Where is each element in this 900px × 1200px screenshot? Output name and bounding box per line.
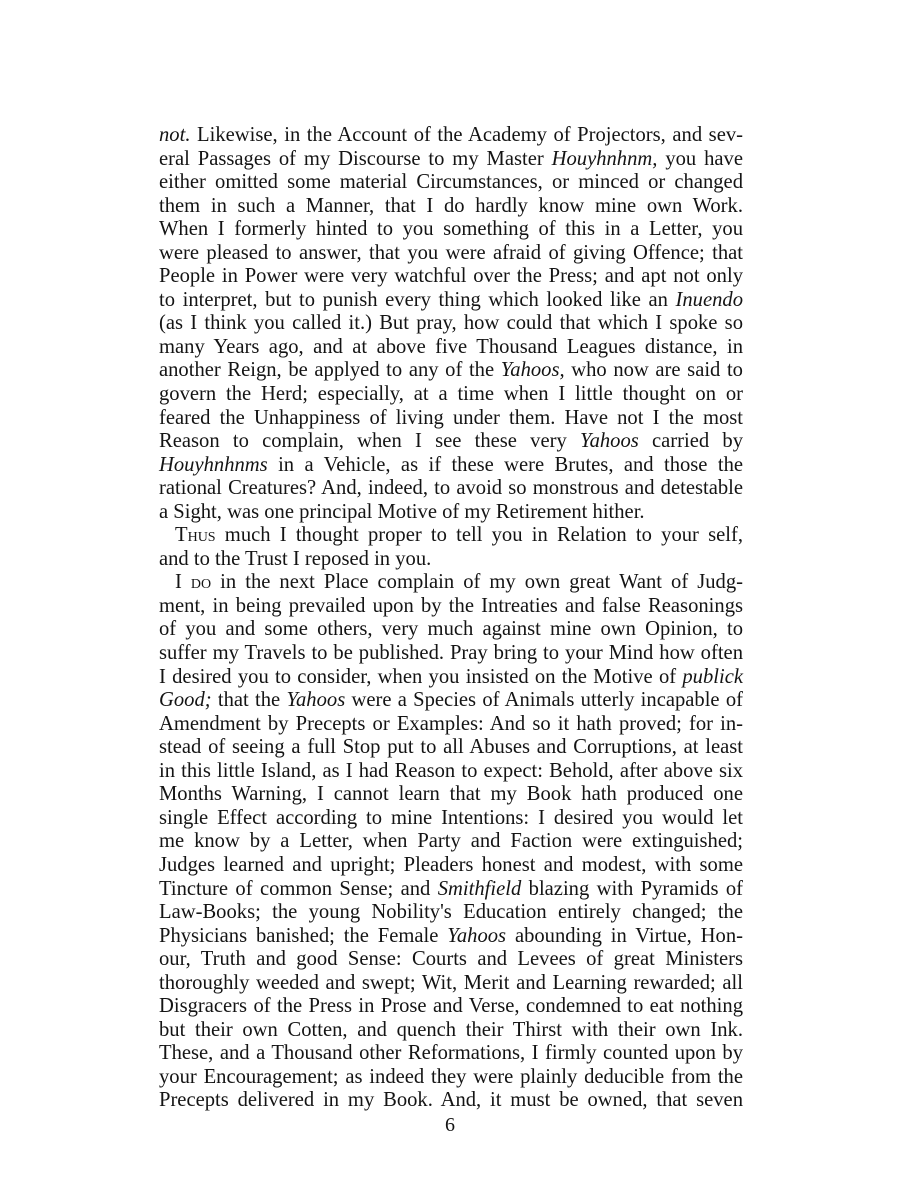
text-segment: When I formerly hinted to you something of this in a Letter, you (159, 218, 743, 241)
text-segment: in a Vehicle, as if these were Brutes, and those the (267, 453, 743, 476)
text-segment: Judges learned and upright; Pleaders honest and modest, with some (159, 853, 743, 876)
text-line (159, 807, 743, 831)
italic-text: not. (159, 124, 191, 146)
text-segment: rational Creatures? And, indeed, to avoid so monstrous and detestable (159, 477, 743, 500)
text-segment: Amendment by Precepts or Examples: And so it hath proved; for in- (159, 712, 743, 735)
text-line (159, 760, 743, 784)
text-line (159, 454, 743, 478)
text-segment: in the next Place complain of my own great Want of Judg- (211, 571, 743, 594)
text-segment: me know by a Letter, when Party and Faction were extinguished; (159, 830, 743, 853)
text-segment: Physicians banished; the Female (159, 924, 448, 947)
text-segment: I desired you to consider, when you insisted on the Motive of (159, 665, 683, 688)
text-segment: suffer my Travels to be published. Pray bring to your Mind how often (159, 642, 743, 665)
text-segment: Precepts delivered in my Book. And, it must be owned, that seven (159, 1089, 743, 1112)
text-segment: abounding in Virtue, Hon- (506, 924, 743, 947)
text-line (159, 948, 743, 972)
text-segment: single Effect according to mine Intentions: I desired you would let (159, 806, 743, 829)
text-line (159, 595, 743, 619)
text-line (159, 830, 743, 854)
text-segment: (as I think you called it.) But pray, how could that which I spoke so (159, 312, 743, 335)
text-segment: and to the Trust I reposed in you. (159, 547, 432, 570)
text-segment: Tincture of common Sense; and (159, 877, 438, 900)
text-segment: either omitted some material Circumstances, or minced or changed (159, 171, 743, 194)
italic-text: Good; (159, 689, 212, 712)
text-segment: many Years ago, and at above five Thousand Leagues distance, in (159, 335, 743, 358)
text-line (159, 1066, 743, 1090)
text-line (159, 359, 743, 383)
text-line (159, 1019, 743, 1043)
text-segment: eral Passages of my Discourse to my Master (159, 147, 552, 170)
text-line (159, 336, 743, 360)
text-segment: Likewise, in the Account of the Academy of Projectors, and sev- (190, 124, 743, 146)
italic-text: Yahoos, (500, 359, 565, 382)
text-segment: were pleased to answer, that you were afraid of giving Offence; that (159, 241, 743, 264)
text-line (159, 854, 743, 878)
italic-text: Yahoos (447, 924, 507, 947)
text-segment: ment, in being prevailed upon by the Intreaties and false Reasonings (159, 594, 743, 617)
text-segment: I (175, 571, 191, 594)
text-line (159, 642, 743, 666)
text-line (159, 383, 743, 407)
text-segment: but their own Cotten, and quench their Thirst with their own Ink. (159, 1018, 743, 1041)
text-segment: Law-Books; the young Nobility's Education entirely changed; the (159, 901, 743, 924)
text-line (159, 242, 743, 266)
text-line (159, 312, 743, 336)
text-line (159, 618, 743, 642)
text-line (159, 925, 743, 949)
text-line (159, 289, 743, 313)
text-segment: in this little Island, as I had Reason to expect: Behold, after above six (159, 759, 743, 782)
text-line (159, 878, 743, 902)
text-segment: stead of seeing a full Stop put to all Abuses and Corruptions, at least (159, 736, 743, 759)
text-segment: you have (657, 147, 743, 170)
text-line (159, 995, 743, 1019)
text-line (159, 548, 743, 572)
text-line (159, 265, 743, 289)
text-segment: Months Warning, I cannot learn that my Book hath produced one (159, 783, 743, 806)
text-line (159, 195, 743, 219)
text-segment: our, Truth and good Sense: Courts and Levees of great Ministers (159, 948, 743, 971)
text-line (159, 501, 743, 525)
page-text-block (159, 124, 743, 1113)
text-line (159, 171, 743, 195)
text-segment: govern the Herd; especially, at a time when I little thought on or (159, 383, 743, 406)
text-segment: another Reign, be applyed to any of the (159, 359, 501, 382)
text-line (159, 477, 743, 501)
text-line (159, 407, 743, 431)
text-segment: your Encouragement; as indeed they were plainly deducible from the (159, 1065, 743, 1088)
italic-text: Houyhnhnm, (551, 147, 658, 170)
text-line (159, 901, 743, 925)
text-segment: carried by (638, 430, 744, 453)
text-line (159, 736, 743, 760)
text-line (159, 218, 743, 242)
text-segment: Reason to complain, when I see these very (159, 430, 581, 453)
small-caps-text: Thus (175, 524, 216, 547)
text-line (159, 148, 743, 172)
text-segment: that the (211, 689, 287, 712)
text-segment: were a Species of Animals utterly incapable of (345, 689, 743, 712)
text-segment: of you and some others, very much against mine own Opinion, to (159, 618, 743, 641)
text-line (159, 1089, 743, 1113)
italic-text: Yahoos (580, 430, 639, 453)
italic-text: Inuendo (675, 288, 743, 311)
text-line (159, 713, 743, 737)
text-line (159, 124, 743, 148)
text-segment: a Sight, was one principal Motive of my Retirement hither. (159, 500, 645, 523)
text-segment: who now are said to (564, 359, 743, 382)
text-segment: feared the Unhappiness of living under them. Have not I the most (159, 406, 743, 429)
text-segment: These, and a Thousand other Reformations, I firmly counted upon by (159, 1042, 743, 1065)
page-number: 6 (445, 1114, 455, 1136)
text-line (159, 972, 743, 996)
text-segment: blazing with Pyramids of (521, 877, 744, 900)
text-line (159, 666, 743, 690)
text-segment: to interpret, but to punish every thing which looked like an (159, 288, 676, 311)
text-line (159, 430, 743, 454)
small-caps-text: do (190, 571, 212, 594)
text-line (159, 571, 743, 595)
italic-text: publick (682, 665, 743, 688)
italic-text: Yahoos (286, 689, 346, 712)
text-segment: People in Power were very watchful over the Press; and apt not only (159, 265, 743, 288)
italic-text: Houyhnhnms (159, 453, 268, 476)
text-segment: them in such a Manner, that I do hardly know mine own Work. (159, 194, 743, 217)
text-segment: Disgracers of the Press in Prose and Verse, condemned to eat nothing (159, 995, 743, 1018)
text-segment: thoroughly weeded and swept; Wit, Merit and Learning rewarded; all (159, 971, 743, 994)
text-line (159, 1042, 743, 1066)
text-line (159, 689, 743, 713)
text-segment: much I thought proper to tell you in Relation to your self, (215, 524, 743, 547)
text-line (159, 524, 743, 548)
text-line (159, 783, 743, 807)
italic-text: Smithfield (437, 877, 522, 900)
